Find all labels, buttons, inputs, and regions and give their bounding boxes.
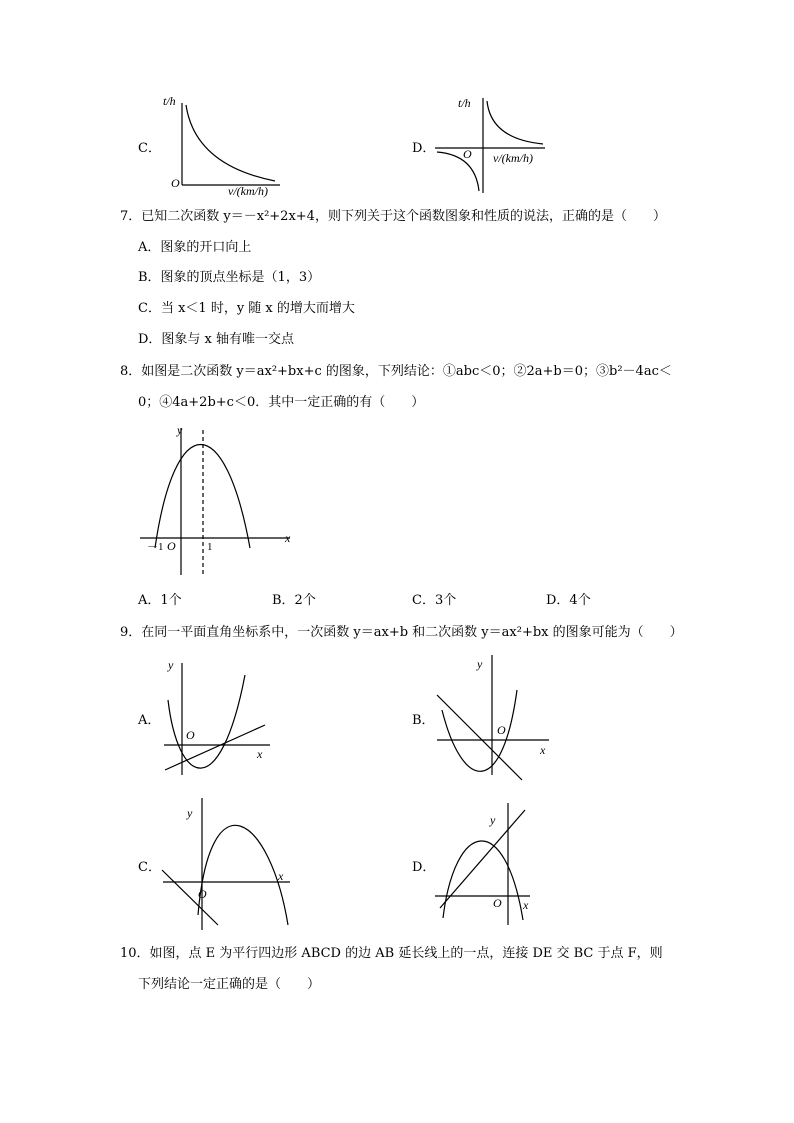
q8-option-c[interactable]: C．3个 <box>412 593 457 608</box>
q8-graph <box>135 420 305 580</box>
q6d-axis-t-label: t/h <box>458 96 471 110</box>
q9a-y-label: y <box>168 658 174 672</box>
q6-graph-c <box>163 94 285 198</box>
q8-x-label: x <box>285 531 291 545</box>
q9c-parabola <box>198 825 288 925</box>
q7-option-d[interactable]: D．图象与 x 轴有唯一交点 <box>138 332 295 347</box>
q9d-y-label: y <box>490 813 496 827</box>
q9b-line <box>437 695 522 780</box>
q7-option-c[interactable]: C．当 x＜1 时，y 随 x 的增大而增大 <box>138 301 355 316</box>
q9a-x-label: x <box>257 747 263 761</box>
q6-option-c-label: C． <box>138 141 161 156</box>
q9d-parabola <box>443 841 523 920</box>
q6c-axis-v-label: v/(km/h) <box>228 184 268 198</box>
q6-graph-d <box>435 95 565 195</box>
q9c-x-label: x <box>278 869 284 883</box>
q7-stem: 7．已知二次函数 y＝－x²+2x+4，则下列关于这个函数图象和性质的说法，正确的是（ ） <box>120 209 666 224</box>
q8-option-b[interactable]: B．2个 <box>272 593 316 608</box>
q9c-line <box>162 870 218 925</box>
q7-option-a[interactable]: A．图象的开口向上 <box>138 240 252 255</box>
q9-graph-a <box>160 655 290 785</box>
q8-option-d[interactable]: D．4个 <box>546 593 591 608</box>
q6-option-d-label: D． <box>412 141 436 156</box>
q9b-parabola <box>442 690 517 771</box>
q8-one-label: 1 <box>207 541 213 553</box>
q9-graph-b <box>432 650 572 780</box>
q8-y-label: y <box>177 423 183 437</box>
q9-graph-d <box>435 800 555 930</box>
q6c-origin-label: O <box>171 176 180 190</box>
q9-stem: 9．在同一平面直角坐标系中，一次函数 y＝ax+b 和二次函数 y＝ax²+bx 的图象可能为（ ） <box>120 625 683 640</box>
q6c-axis-t-label: t/h <box>163 94 176 108</box>
q8-stem-line2: 0；④4a+2b+c＜0．其中一定正确的有（ ） <box>138 395 425 410</box>
q9c-origin-label: O <box>198 887 207 901</box>
q8-option-a[interactable]: A．1个 <box>138 593 182 608</box>
q8-minus-one-label: －1 <box>147 541 164 553</box>
q9-option-a-label: A． <box>138 713 161 728</box>
q9d-line <box>440 810 525 908</box>
q10-stem-line1: 10．如图，点 E 为平行四边形 ABCD 的边 AB 延长线上的一点，连接 DE 交 BC 于点 F，则 <box>120 946 663 961</box>
q7-option-b[interactable]: B．图象的顶点坐标是（1，3） <box>138 270 321 285</box>
q9-option-c-label: C． <box>138 860 161 875</box>
q9-option-b-label: B． <box>412 713 435 728</box>
q6d-origin-label: O <box>463 147 472 161</box>
q9-graph-c <box>160 795 300 935</box>
q6d-curve-left <box>437 152 479 191</box>
q9c-y-label: y <box>187 806 193 820</box>
q9d-x-label: x <box>523 898 529 912</box>
q9d-origin-label: O <box>493 896 502 910</box>
q9a-parabola <box>168 675 245 768</box>
q8-origin-label: O <box>167 539 176 553</box>
q6d-axis-v-label: v/(km/h) <box>493 151 533 165</box>
q9b-x-label: x <box>540 743 546 757</box>
q9b-y-label: y <box>477 657 483 671</box>
q6c-curve <box>186 105 275 181</box>
q9-option-d-label: D． <box>412 860 436 875</box>
q6d-curve-right <box>487 101 543 144</box>
q10-stem-line2: 下列结论一定正确的是（ ） <box>138 977 321 992</box>
q9a-origin-label: O <box>186 728 195 742</box>
q8-stem-line1: 8．如图是二次函数 y＝ax²+bx+c 的图象，下列结论：①abc＜0；②2a+b＝0；③b²－4ac＜ <box>120 364 672 379</box>
q9b-origin-label: O <box>497 723 506 737</box>
